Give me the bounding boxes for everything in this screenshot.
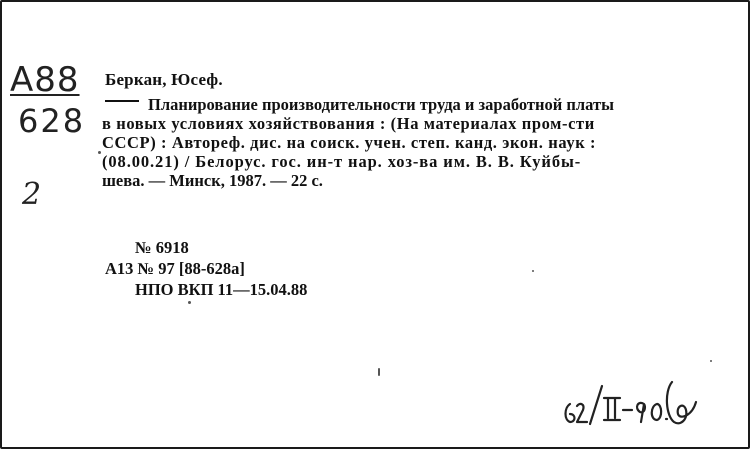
call-number-line1: A88 (10, 60, 80, 100)
copy-number: 2 (22, 177, 42, 212)
description-line: Планирование производительности труда и заработной платы (148, 95, 614, 114)
speck (188, 301, 191, 304)
npo-stamp-line: НПО ВКП 11—15.04.88 (135, 280, 308, 299)
description-line: в новых условиях хозяйствования : (На материалах пром-сти (102, 114, 595, 133)
accession-number: № 6918 (135, 238, 189, 257)
call-number-line2: 628 (18, 102, 86, 140)
series-reference: А13 № 97 [88-628а] (105, 259, 245, 278)
speck (378, 368, 380, 376)
description-line: СССР) : Автореф. дис. на соиск. учен. степ. канд. экон. наук : (102, 133, 597, 152)
description-line: (08.00.21) / Белорус. гос. ин-т нар. хоз-ва им. В. В. Куйбы- (102, 152, 582, 171)
handwritten-signature-icon (560, 372, 710, 432)
speck (98, 151, 101, 154)
description-line: шева. — Минск, 1987. — 22 с. (102, 171, 323, 190)
bibliographic-description (102, 95, 696, 190)
speck (532, 270, 534, 272)
speck (710, 360, 712, 362)
author-heading: Беркан, Юсеф. (105, 70, 223, 89)
